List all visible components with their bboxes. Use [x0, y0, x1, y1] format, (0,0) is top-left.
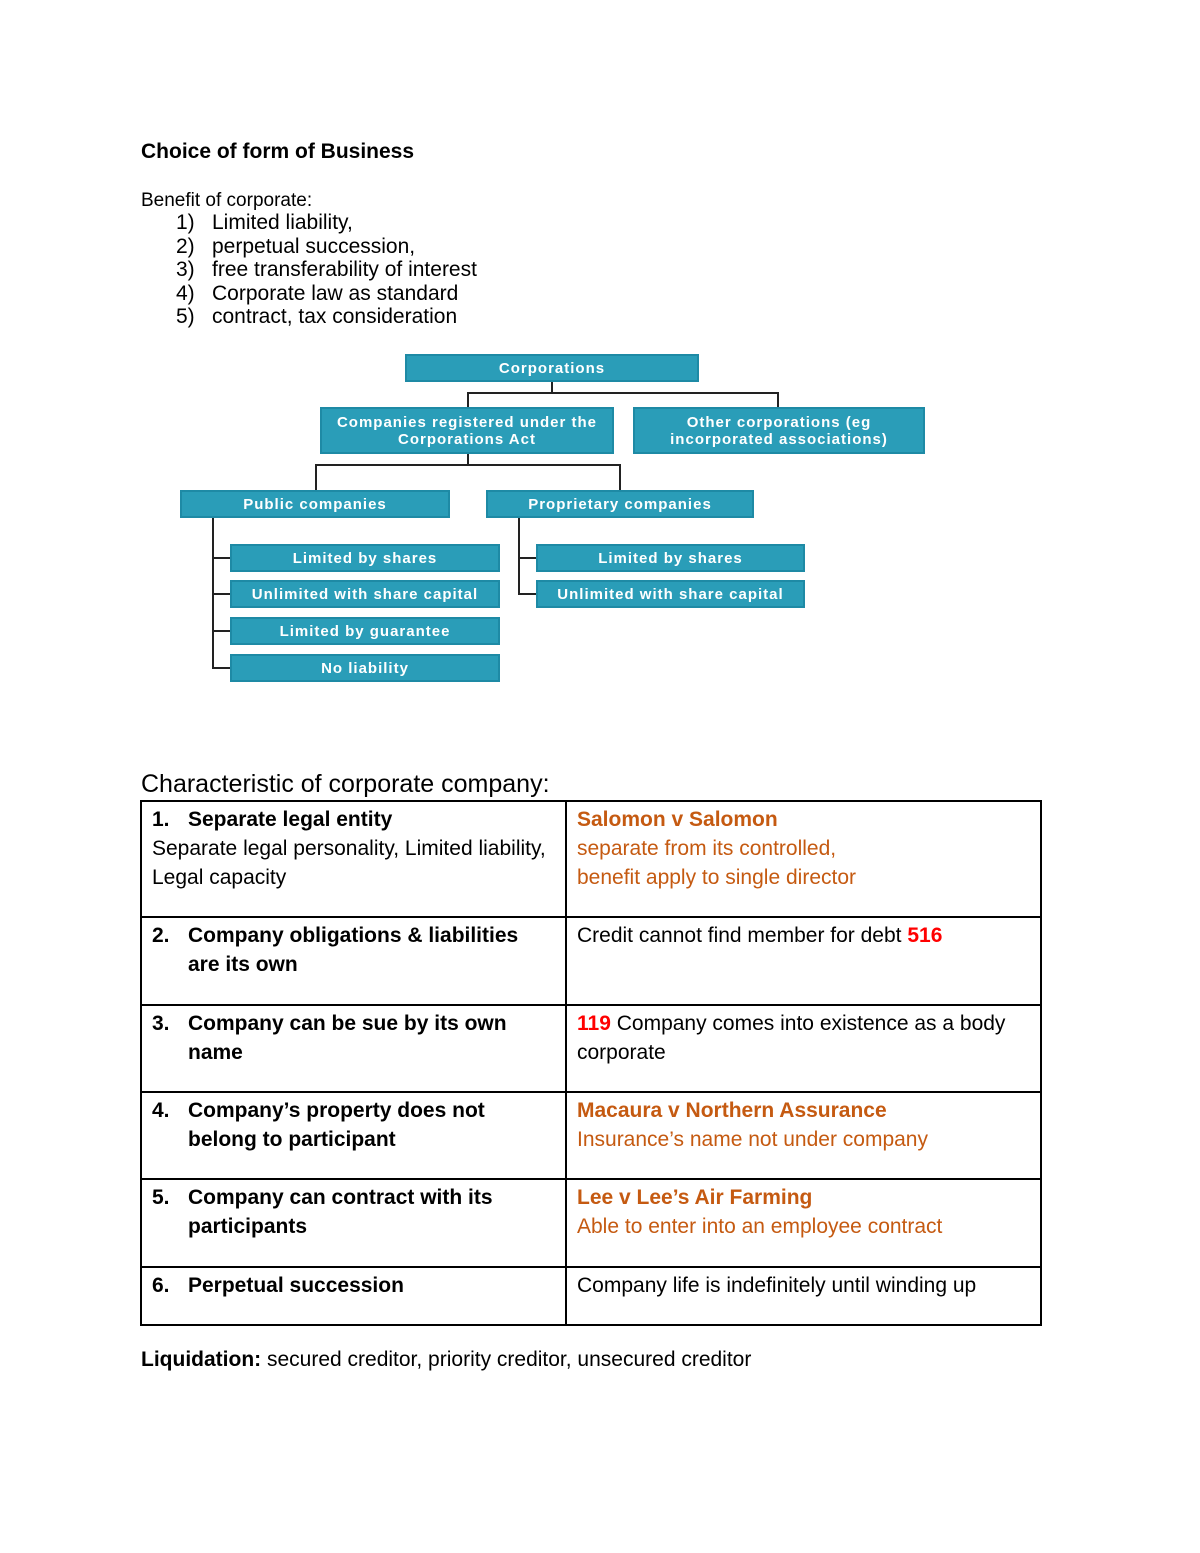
list-number: 2) — [176, 234, 195, 258]
list-text: contract, tax consideration — [212, 305, 458, 328]
list-item — [176, 282, 477, 306]
case-note: separate from its controlled, — [577, 837, 837, 860]
chart-node-public-limited-by-guarantee: Limited by guarantee — [230, 617, 500, 645]
table-row — [141, 1092, 1041, 1179]
chart-node-corporations: Corporations — [405, 354, 699, 382]
characteristics-table — [140, 800, 1042, 1326]
section-title-colon: : — [542, 770, 550, 798]
row-number: 1. — [152, 808, 170, 831]
section-title-text: Characteristic of corporate company — [141, 770, 543, 798]
liquidation-text: secured creditor, priority creditor, unsecured creditor — [261, 1348, 752, 1371]
table-cell — [141, 1092, 566, 1179]
row-subtext: Separate legal personality, Limited liability, — [152, 837, 546, 860]
liquidation-line — [141, 1348, 751, 1372]
case-note: benefit apply to single director — [577, 866, 856, 889]
case-name: Macaura v Northern Assurance — [577, 1099, 887, 1122]
table-cell — [141, 917, 566, 1005]
table-row — [141, 1179, 1041, 1267]
chart-node-proprietary-companies: Proprietary companies — [486, 490, 754, 518]
table-cell — [141, 1005, 566, 1092]
table-cell — [566, 1267, 1041, 1325]
list-item — [176, 235, 477, 259]
section-number: 516 — [907, 924, 943, 947]
list-number: 1) — [176, 211, 195, 234]
row-text: Company comes into existence as a body corporate — [577, 1012, 1006, 1064]
row-text: Credit cannot find member for debt — [577, 924, 908, 947]
row-heading: Company’s property does not belong to participant — [188, 1099, 485, 1151]
benefit-label: Benefit of corporate: — [141, 190, 313, 211]
list-text: free transferability of interest — [212, 258, 477, 281]
list-text: Limited liability, — [212, 211, 353, 234]
table-row — [141, 917, 1041, 1005]
case-name: Salomon v Salomon — [577, 808, 778, 831]
chart-node-public-unlimited: Unlimited with share capital — [230, 580, 500, 608]
section-number: 119 — [577, 1012, 611, 1035]
list-number: 5) — [176, 305, 195, 328]
row-subtext: Legal capacity — [152, 866, 287, 889]
table-row — [141, 801, 1041, 917]
table-cell — [141, 801, 566, 917]
row-number: 4. — [152, 1099, 170, 1122]
row-number: 2. — [152, 924, 170, 947]
benefit-list — [176, 211, 477, 329]
row-number: 6. — [152, 1274, 170, 1297]
list-item — [176, 258, 477, 282]
chart-node-registered-companies: Companies registered under the Corporations Act — [320, 407, 614, 454]
liquidation-label: Liquidation: — [141, 1348, 262, 1371]
row-heading: Separate legal entity — [188, 808, 393, 831]
table-cell — [141, 1267, 566, 1325]
case-note: Insurance’s name not under company — [577, 1128, 928, 1151]
table-row — [141, 1267, 1041, 1325]
case-note: Able to enter into an employee contract — [577, 1215, 943, 1238]
list-number: 3) — [176, 258, 195, 281]
chart-node-proprietary-limited-by-shares: Limited by shares — [536, 544, 805, 572]
chart-node-public-limited-by-shares: Limited by shares — [230, 544, 500, 572]
table-cell — [566, 1005, 1041, 1092]
chart-node-public-no-liability: No liability — [230, 654, 500, 682]
list-text: perpetual succession, — [212, 234, 416, 258]
table-row — [141, 1005, 1041, 1092]
row-text: Company life is indefinitely until winding up — [577, 1274, 977, 1297]
section-title — [141, 770, 550, 799]
list-number: 4) — [176, 281, 195, 305]
chart-node-proprietary-unlimited: Unlimited with share capital — [536, 580, 805, 608]
table-cell — [566, 917, 1041, 1005]
row-number: 3. — [152, 1012, 170, 1035]
chart-node-public-companies: Public companies — [180, 490, 450, 518]
table-cell — [566, 801, 1041, 917]
list-item — [176, 305, 477, 329]
row-number: 5. — [152, 1186, 170, 1209]
chart-node-other-corporations: Other corporations (eg incorporated associations) — [633, 407, 925, 454]
table-cell — [566, 1092, 1041, 1179]
list-item — [176, 211, 477, 235]
row-heading: Perpetual succession — [188, 1274, 404, 1297]
row-heading: Company obligations & liabilities are its own — [188, 924, 519, 976]
list-text: Corporate law as standard — [212, 281, 459, 305]
table-cell — [141, 1179, 566, 1267]
row-heading: Company can contract with its participants — [188, 1186, 493, 1238]
table-cell — [566, 1179, 1041, 1267]
row-heading: Company can be sue by its own name — [188, 1012, 507, 1064]
page-title: Choice of form of Business — [141, 140, 415, 163]
case-name: Lee v Lee’s Air Farming — [577, 1186, 813, 1209]
